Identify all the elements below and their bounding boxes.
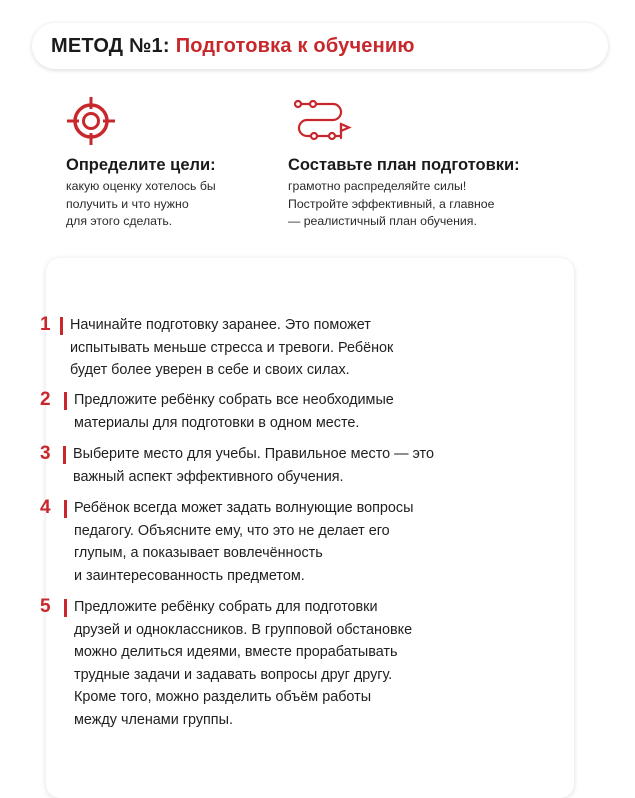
step-divider bbox=[64, 599, 67, 617]
route-flag-icon bbox=[293, 98, 353, 148]
step-text: Предложите ребёнку собрать все необходимые материалы для подготовки в одном месте. bbox=[74, 392, 394, 431]
step-divider bbox=[60, 317, 63, 335]
feature-title-goals: Определите цели: bbox=[66, 156, 216, 174]
method-title: Подготовка к обучению bbox=[175, 34, 415, 57]
step-text: Ребёнок всегда может задать волнующие вопросы педагогу. Объясните ему, что это не делает его глупым, а показывает вовлечённость и заинтересованность предметом. bbox=[74, 500, 414, 584]
step-text: Предложите ребёнку собрать для подготовки друзей и одноклассников. В групповой обстановке можно делиться идеями, вместе прорабатывать трудные задачи и задавать вопросы друг другу. Кроме того, можно разделить объём работы между членами группы. bbox=[74, 599, 413, 728]
step-number: 3 bbox=[40, 443, 51, 464]
method-label: МЕТОД №1: bbox=[51, 34, 170, 57]
header-pill bbox=[32, 23, 608, 69]
feature-desc-plan: грамотно распределяйте силы! Постройте эффективный, а главное — реалистичный план обучения. bbox=[288, 179, 495, 228]
step-number: 5 bbox=[40, 596, 51, 617]
feature-desc-goals: какую оценку хотелось бы получить и что нужно для этого сделать. bbox=[66, 179, 216, 228]
step-divider bbox=[64, 500, 67, 518]
feature-title-plan: Составьте план подготовки: bbox=[288, 156, 520, 174]
step-text: Выберите место для учебы. Правильное место — это важный аспект эффективного обучения. bbox=[73, 446, 434, 485]
step-text: Начинайте подготовку заранее. Это поможет испытывать меньше стресса и тревоги. Ребёнок будет более уверен в себе и своих силах. bbox=[70, 317, 394, 378]
step-number: 2 bbox=[40, 389, 51, 410]
step-number: 4 bbox=[40, 497, 51, 518]
step-divider bbox=[64, 392, 67, 410]
target-icon bbox=[66, 96, 116, 146]
step-number: 1 bbox=[40, 314, 51, 335]
step-divider bbox=[63, 446, 66, 464]
